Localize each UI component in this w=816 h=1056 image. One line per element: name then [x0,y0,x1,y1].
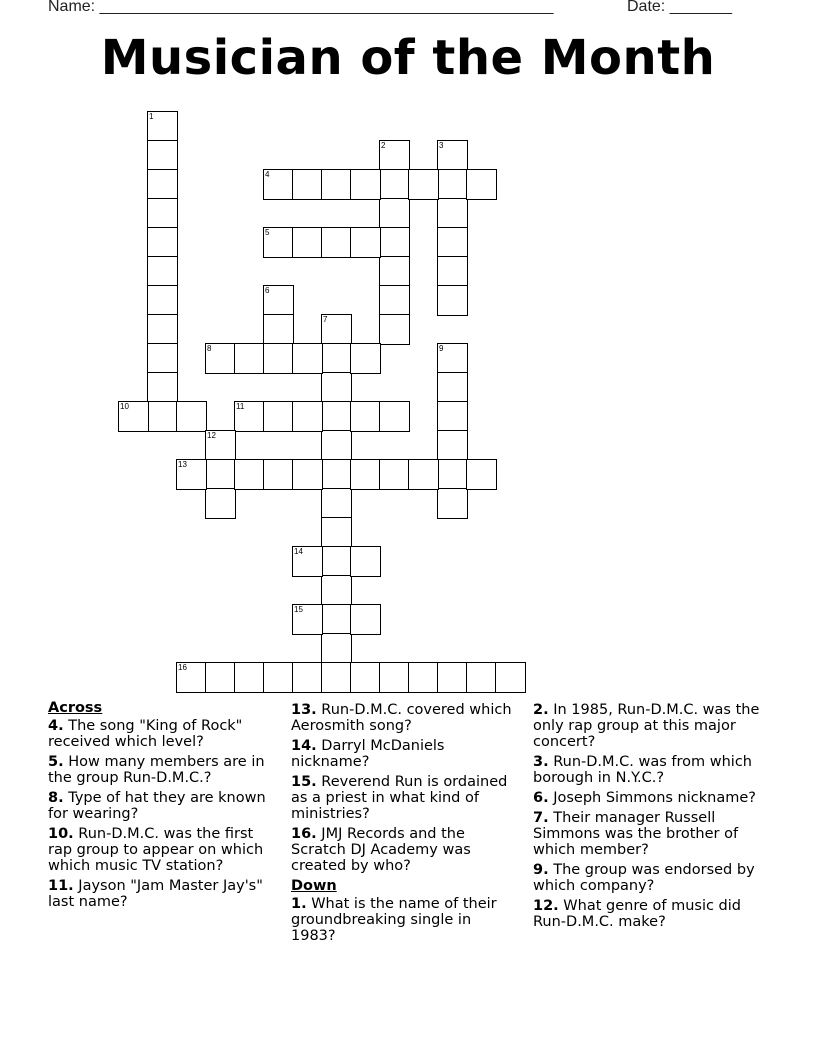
grid-cell[interactable] [263,285,294,316]
grid-cell[interactable] [205,662,236,693]
grid-cell[interactable] [321,314,352,345]
grid-cell[interactable] [205,488,236,519]
grid-cell[interactable] [147,111,178,142]
cell-number: 4 [265,170,270,179]
grid-cell[interactable] [321,430,352,461]
grid-cell[interactable] [263,227,294,258]
grid-cell[interactable] [350,459,381,490]
grid-cell[interactable] [147,285,178,316]
grid-cell[interactable] [350,662,381,693]
clue-column-2 [291,702,516,948]
grid-cell[interactable] [437,256,468,287]
clue-across-14: 14. Darryl McDaniels nickname? [291,738,445,770]
grid-cell[interactable] [437,343,468,374]
grid-cell[interactable] [437,227,468,258]
grid-cell[interactable] [176,459,207,490]
name-field-label: Name: ___________________________________________________ [48,0,554,15]
cell-number: 9 [439,344,444,353]
grid-cell[interactable] [437,488,468,519]
grid-cell[interactable] [379,401,410,432]
grid-cell[interactable] [321,401,352,432]
grid-cell[interactable] [321,169,352,200]
grid-cell[interactable] [263,169,294,200]
grid-cell[interactable] [321,227,352,258]
grid-cell[interactable] [147,227,178,258]
clue-down-6: 6. Joseph Simmons nickname? [533,790,756,806]
grid-cell[interactable] [408,169,439,200]
grid-cell[interactable] [234,662,265,693]
clue-down-2: 2. In 1985, Run-D.M.C. was the only rap group at this major concert? [533,702,760,750]
cell-number: 2 [381,141,386,150]
grid-cell[interactable] [292,604,323,635]
grid-cell[interactable] [292,459,323,490]
grid-cell[interactable] [292,546,323,577]
grid-cell[interactable] [437,459,468,490]
grid-cell[interactable] [495,662,526,693]
grid-cell[interactable] [205,459,236,490]
grid-cell[interactable] [466,169,497,200]
grid-cell[interactable] [118,401,149,432]
grid-cell[interactable] [437,372,468,403]
grid-cell[interactable] [408,662,439,693]
grid-cell[interactable] [321,488,352,519]
grid-cell[interactable] [350,227,381,258]
grid-cell[interactable] [379,169,410,200]
clue-across-16: 16. JMJ Records and the Scratch DJ Academy was created by who? [291,826,471,874]
grid-cell[interactable] [350,604,381,635]
cell-number: 10 [120,402,129,411]
grid-cell[interactable] [437,285,468,316]
clue-down-9: 9. The group was endorsed by which company? [533,862,755,894]
grid-cell[interactable] [292,169,323,200]
grid-cell[interactable] [408,459,439,490]
grid-cell[interactable] [176,662,207,693]
down-heading: Down [291,878,337,894]
grid-cell[interactable] [379,662,410,693]
cell-number: 1 [149,112,154,121]
grid-cell[interactable] [437,430,468,461]
clue-column-3 [533,702,768,934]
clue-down-1: 1. What is the name of their groundbreaking single in 1983? [291,896,497,944]
grid-cell[interactable] [321,662,352,693]
clue-across-5: 5. How many members are in the group Run-D.M.C.? [48,754,265,786]
grid-cell[interactable] [147,314,178,345]
grid-cell[interactable] [379,285,410,316]
grid-cell[interactable] [321,546,352,577]
grid-cell[interactable] [263,343,294,374]
clue-down-7: 7. Their manager Russell Simmons was the brother of which member? [533,810,739,858]
grid-cell[interactable] [437,198,468,229]
grid-cell[interactable] [292,343,323,374]
clue-across-13: 13. Run-D.M.C. covered which Aerosmith song? [291,702,512,734]
cell-number: 16 [178,663,187,672]
grid-cell[interactable] [437,401,468,432]
cell-number: 14 [294,547,303,556]
grid-cell[interactable] [379,314,410,345]
grid-cell[interactable] [234,401,265,432]
grid-cell[interactable] [205,430,236,461]
grid-cell[interactable] [292,401,323,432]
grid-cell[interactable] [437,140,468,171]
clue-across-8: 8. Type of hat they are known for wearing? [48,790,266,822]
grid-cell[interactable] [321,517,352,548]
grid-cell[interactable] [350,546,381,577]
cell-number: 11 [236,402,245,411]
grid-cell[interactable] [147,372,178,403]
grid-cell[interactable] [321,604,352,635]
cell-number: 15 [294,605,303,614]
grid-cell[interactable] [234,343,265,374]
clue-column-1 [48,700,268,914]
grid-cell[interactable] [379,140,410,171]
cell-number: 13 [178,460,187,469]
grid-cell[interactable] [292,227,323,258]
grid-cell[interactable] [147,343,178,374]
grid-cell[interactable] [263,662,294,693]
grid-cell[interactable] [263,401,294,432]
cell-number: 8 [207,344,212,353]
clue-across-11: 11. Jayson "Jam Master Jay's" last name? [48,878,263,910]
cell-number: 5 [265,228,270,237]
cell-number: 3 [439,141,444,150]
grid-cell[interactable] [321,633,352,664]
grid-cell[interactable] [234,459,265,490]
date-field-label: Date: _______ [627,0,732,15]
cell-number: 7 [323,315,328,324]
grid-cell[interactable] [379,198,410,229]
grid-cell[interactable] [437,662,468,693]
grid-cell[interactable] [263,314,294,345]
grid-cell[interactable] [147,256,178,287]
clue-across-4: 4. The song "King of Rock" received which level? [48,718,243,750]
grid-cell[interactable] [350,169,381,200]
grid-cell[interactable] [321,372,352,403]
grid-cell[interactable] [321,343,352,374]
grid-cell[interactable] [437,169,468,200]
grid-cell[interactable] [379,227,410,258]
grid-cell[interactable] [350,401,381,432]
grid-cell[interactable] [205,343,236,374]
grid-cell[interactable] [147,140,178,171]
cell-number: 6 [265,286,270,295]
across-heading: Across [48,700,103,716]
grid-cell[interactable] [147,198,178,229]
grid-cell[interactable] [379,459,410,490]
clue-across-15: 15. Reverend Run is ordained as a priest in what kind of ministries? [291,774,508,822]
grid-cell[interactable] [292,662,323,693]
clue-down-12: 12. What genre of music did Run-D.M.C. make? [533,898,741,930]
clue-across-10: 10. Run-D.M.C. was the first rap group to appear on which which music TV station? [48,826,264,874]
grid-cell[interactable] [321,459,352,490]
grid-cell[interactable] [147,401,178,432]
clue-down-3: 3. Run-D.M.C. was from which borough in N.Y.C.? [533,754,752,786]
page-title: Musician of the Month [100,30,716,86]
grid-cell[interactable] [263,459,294,490]
grid-cell[interactable] [379,256,410,287]
grid-cell[interactable] [147,169,178,200]
grid-cell[interactable] [466,459,497,490]
cell-number: 12 [207,431,216,440]
grid-cell[interactable] [350,343,381,374]
grid-cell[interactable] [466,662,497,693]
grid-cell[interactable] [321,575,352,606]
header-line [48,0,732,16]
grid-cell[interactable] [176,401,207,432]
